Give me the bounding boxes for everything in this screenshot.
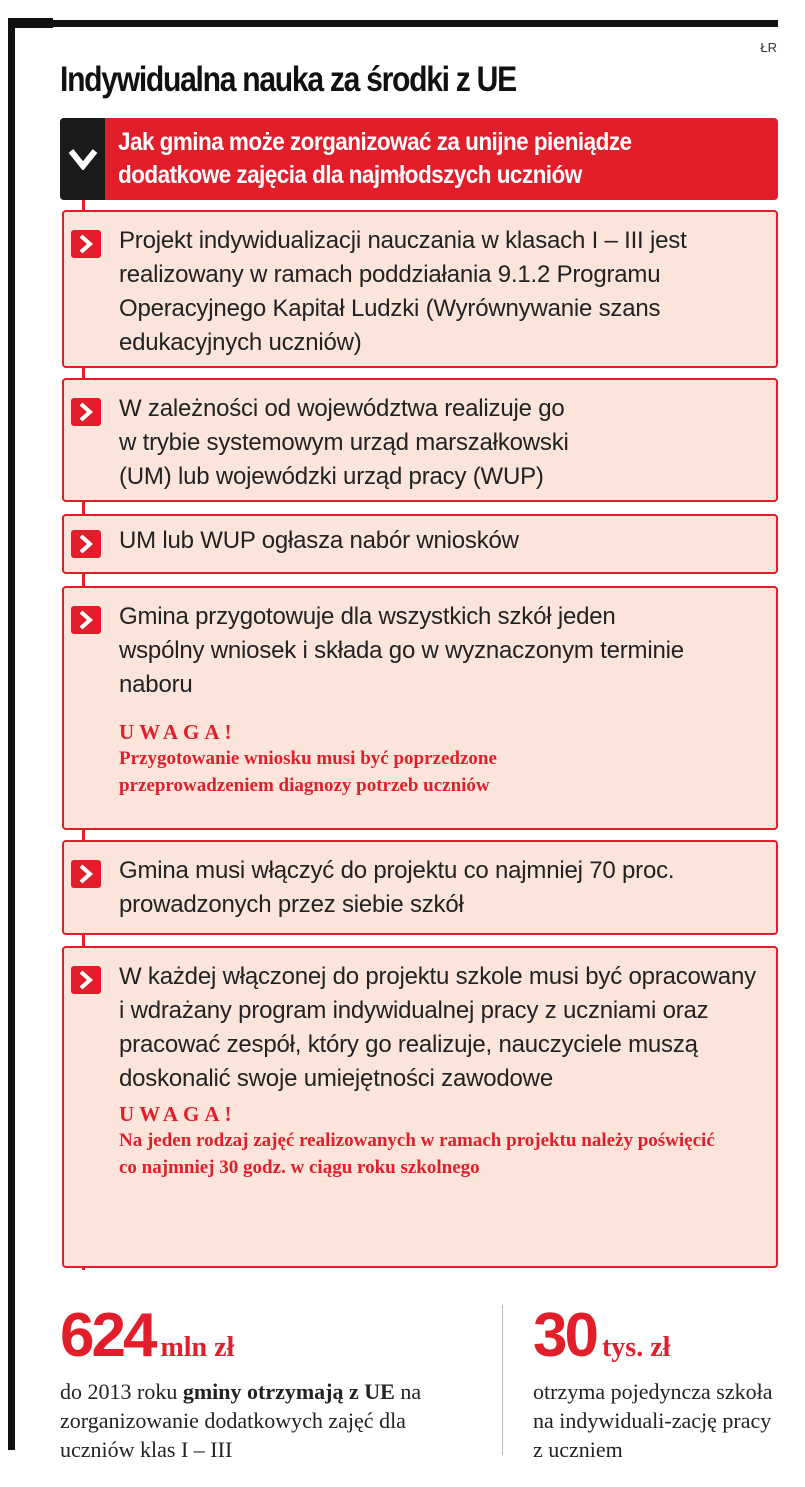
chevron-down-icon	[60, 118, 105, 200]
section-header	[60, 118, 778, 200]
stat-value: 30	[533, 1301, 596, 1370]
chevron-right-icon	[71, 606, 101, 634]
step-text: Gmina przygotowuje dla wszystkich szkół jeden wspólny wniosek i składa go w wyznaczonym terminie naboru	[119, 603, 684, 698]
desc-pre: do 2013 roku	[60, 1379, 183, 1404]
stat-unit: tys. zł	[601, 1332, 671, 1363]
stat-value: 624	[60, 1301, 155, 1370]
step-text: UM lub WUP ogłasza nabór wniosków	[119, 527, 519, 554]
step-box-1	[62, 210, 778, 368]
chevron-right-icon	[71, 398, 101, 426]
chevron-right-icon	[71, 530, 101, 558]
note-text: Przygotowanie wniosku musi być poprzedzone przeprowadzeniem diagnozy potrzeb uczniów	[119, 748, 497, 796]
step-text: Projekt indywidualizacji nauczania w klasach I – III jest realizowany w ramach poddziałania 9.1.2 Programu Operacyjnego Kapitał Ludzki (Wyrównywanie szans edukacyjnych uczniów)	[119, 227, 687, 356]
step-text: W każdej włączonej do projektu szkole musi być opracowany i wdrażany program indywidualnej pracy z uczniami oraz pracować zespół, który go realizuje, nauczyciele muszą doskonalić swoje umiejętności zawodowe	[119, 963, 756, 1092]
step-box-6	[62, 946, 778, 1268]
note-label: UWAGA!	[119, 720, 237, 744]
desc-post: na zorganizowanie dodatkowych zajęć dla uczniów klas I – III	[60, 1379, 422, 1462]
stat-description	[533, 1377, 773, 1464]
page-title: Indywidualna nauka za środki z UE	[60, 60, 516, 99]
step-box-2	[62, 378, 778, 502]
chevron-right-icon	[71, 230, 101, 258]
header-line-2: dodatkowe zajęcia dla najmłodszych uczniów	[118, 161, 582, 189]
author-credit: ŁR	[760, 40, 777, 55]
header-line-1: Jak gmina może zorganizować za unijne pieniądze	[118, 128, 632, 156]
stat-unit: mln zł	[160, 1332, 235, 1363]
stat-per-school	[533, 1300, 773, 1464]
desc-pre: otrzyma pojedyncza szkoła na indywiduali-zację pracy z uczniem	[533, 1379, 773, 1462]
note-text: Na jeden rodzaj zajęć realizowanych w ramach projektu należy poświęcić co najmniej 30 godz. w ciągu roku szkolnego	[119, 1130, 715, 1178]
desc-bold: gminy otrzymają z UE	[182, 1379, 395, 1404]
chevron-right-icon	[71, 860, 101, 888]
stat-funding	[60, 1300, 480, 1464]
note-label: UWAGA!	[119, 1102, 237, 1126]
frame-line-horizontal	[8, 20, 778, 27]
step-box-5	[62, 840, 778, 935]
frame-corner	[8, 18, 53, 28]
step-text: Gmina musi włączyć do projektu co najmniej 70 proc. prowadzonych przez siebie szkół	[119, 857, 675, 918]
step-text: W zależności od województwa realizuje go w trybie systemowym urząd marszałkowski (UM) lub wojewódzki urząd pracy (WUP)	[119, 395, 569, 490]
chevron-right-icon	[71, 966, 101, 994]
step-box-4	[62, 586, 778, 830]
divider	[502, 1305, 503, 1455]
stat-description	[60, 1377, 480, 1464]
step-box-3	[62, 514, 778, 574]
frame-line-vertical	[8, 18, 15, 1450]
